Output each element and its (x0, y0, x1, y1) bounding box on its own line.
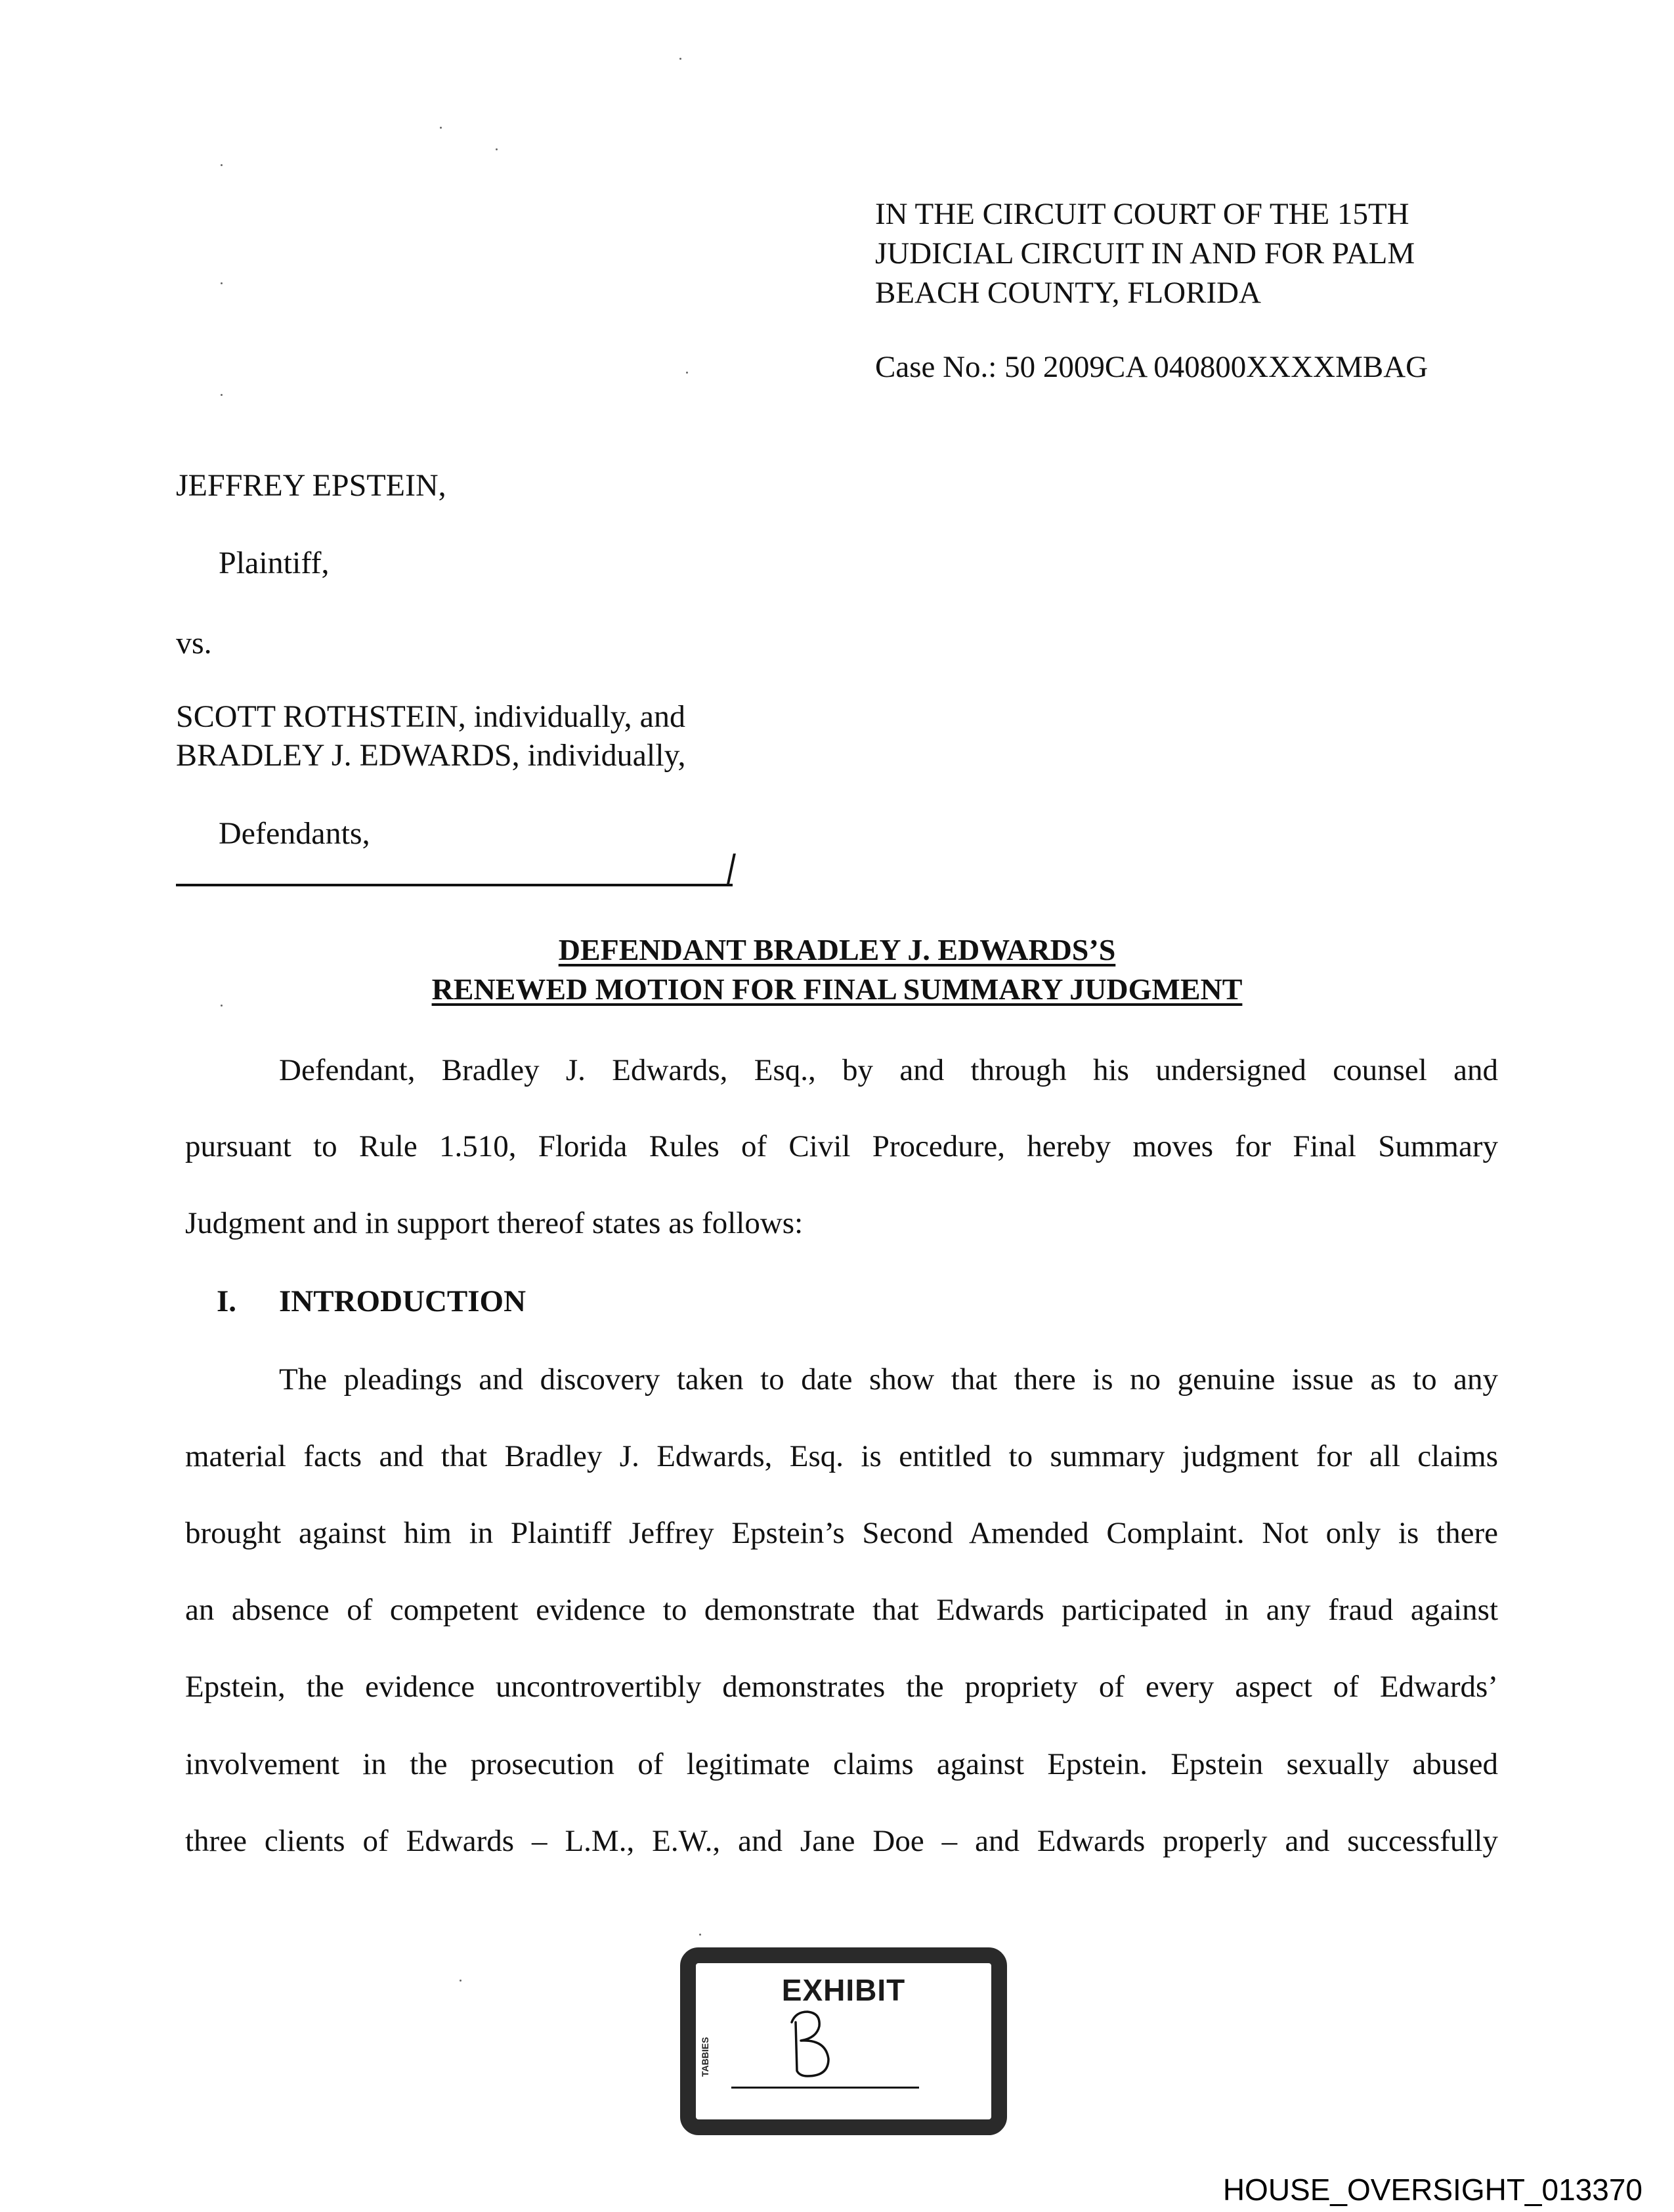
paragraph-line: involvement in the prosecution of legitimate claims against Epstein. Epstein sexually abused (185, 1747, 1498, 1781)
exhibit-brand-logo: TABBIES (700, 2037, 710, 2077)
scan-artifact (496, 148, 498, 150)
paragraph-line: pursuant to Rule 1.510, Florida Rules of Civil Procedure, hereby moves for Final Summary (185, 1129, 1498, 1163)
defendant-name: SCOTT ROTHSTEIN, individually, and (176, 699, 685, 734)
paragraph-line: material facts and that Bradley J. Edwards, Esq. is entitled to summary judgment for all claims (185, 1439, 1498, 1473)
paragraph-line: Epstein, the evidence uncontrovertibly demonstrates the propriety of every aspect of Edwards’ (185, 1670, 1498, 1704)
case-number: Case No.: 50 2009CA 040800XXXXMBAG (875, 350, 1428, 384)
court-header-line: IN THE CIRCUIT COURT OF THE 15TH (875, 197, 1409, 231)
exhibit-signature-line (731, 2087, 919, 2089)
section-title: INTRODUCTION (279, 1284, 526, 1318)
bates-number: HOUSE_OVERSIGHT_013370 (1222, 2173, 1642, 2207)
scan-artifact (440, 127, 442, 129)
paragraph-line: Defendant, Bradley J. Edwards, Esq., by and through his undersigned counsel and (279, 1053, 1498, 1087)
document-title-line: DEFENDANT BRADLEY J. EDWARDS’S (558, 933, 1116, 966)
defendant-name: BRADLEY J. EDWARDS, individually, (176, 738, 686, 773)
section-heading (217, 1284, 526, 1319)
caption-divider (176, 884, 733, 886)
court-header (875, 194, 1415, 313)
defendants-label: Defendants, (219, 816, 370, 851)
scan-artifact (221, 282, 223, 284)
paragraph-line: Judgment and in support thereof states as follows: (185, 1206, 804, 1240)
paragraph-line: The pleadings and discovery taken to date show that there is no genuine issue as to any (279, 1362, 1498, 1397)
court-header-line: BEACH COUNTY, FLORIDA (875, 276, 1261, 310)
plaintiff-label: Plaintiff, (219, 546, 330, 580)
scan-artifact (221, 394, 223, 396)
versus-label: vs. (176, 626, 212, 661)
scan-artifact (686, 372, 688, 374)
scan-artifact (679, 58, 681, 60)
document-title (0, 931, 1674, 969)
scan-artifact (221, 1005, 223, 1007)
court-header-line: JUDICIAL CIRCUIT IN AND FOR PALM (875, 236, 1415, 271)
exhibit-sticker (680, 1947, 1007, 2135)
scan-artifact (221, 164, 223, 166)
paragraph-line: an absence of competent evidence to demonstrate that Edwards participated in any fraud against (185, 1593, 1498, 1627)
scan-artifact (460, 1980, 461, 1982)
paragraph-line: brought against him in Plaintiff Jeffrey Epstein’s Second Amended Complaint. Not only is there (185, 1516, 1498, 1550)
section-number: I. (217, 1284, 237, 1318)
document-title (0, 970, 1674, 1008)
caption-slash (727, 854, 736, 884)
scan-artifact (699, 1934, 701, 1936)
exhibit-label: EXHIBIT (781, 1973, 906, 2007)
document-title-line: RENEWED MOTION FOR FINAL SUMMARY JUDGMENT (431, 972, 1243, 1006)
handwritten-exhibit-letter (788, 2008, 840, 2080)
paragraph-line: three clients of Edwards – L.M., E.W., and Jane Doe – and Edwards properly and successfully (185, 1824, 1498, 1858)
plaintiff-name: JEFFREY EPSTEIN, (176, 468, 446, 503)
